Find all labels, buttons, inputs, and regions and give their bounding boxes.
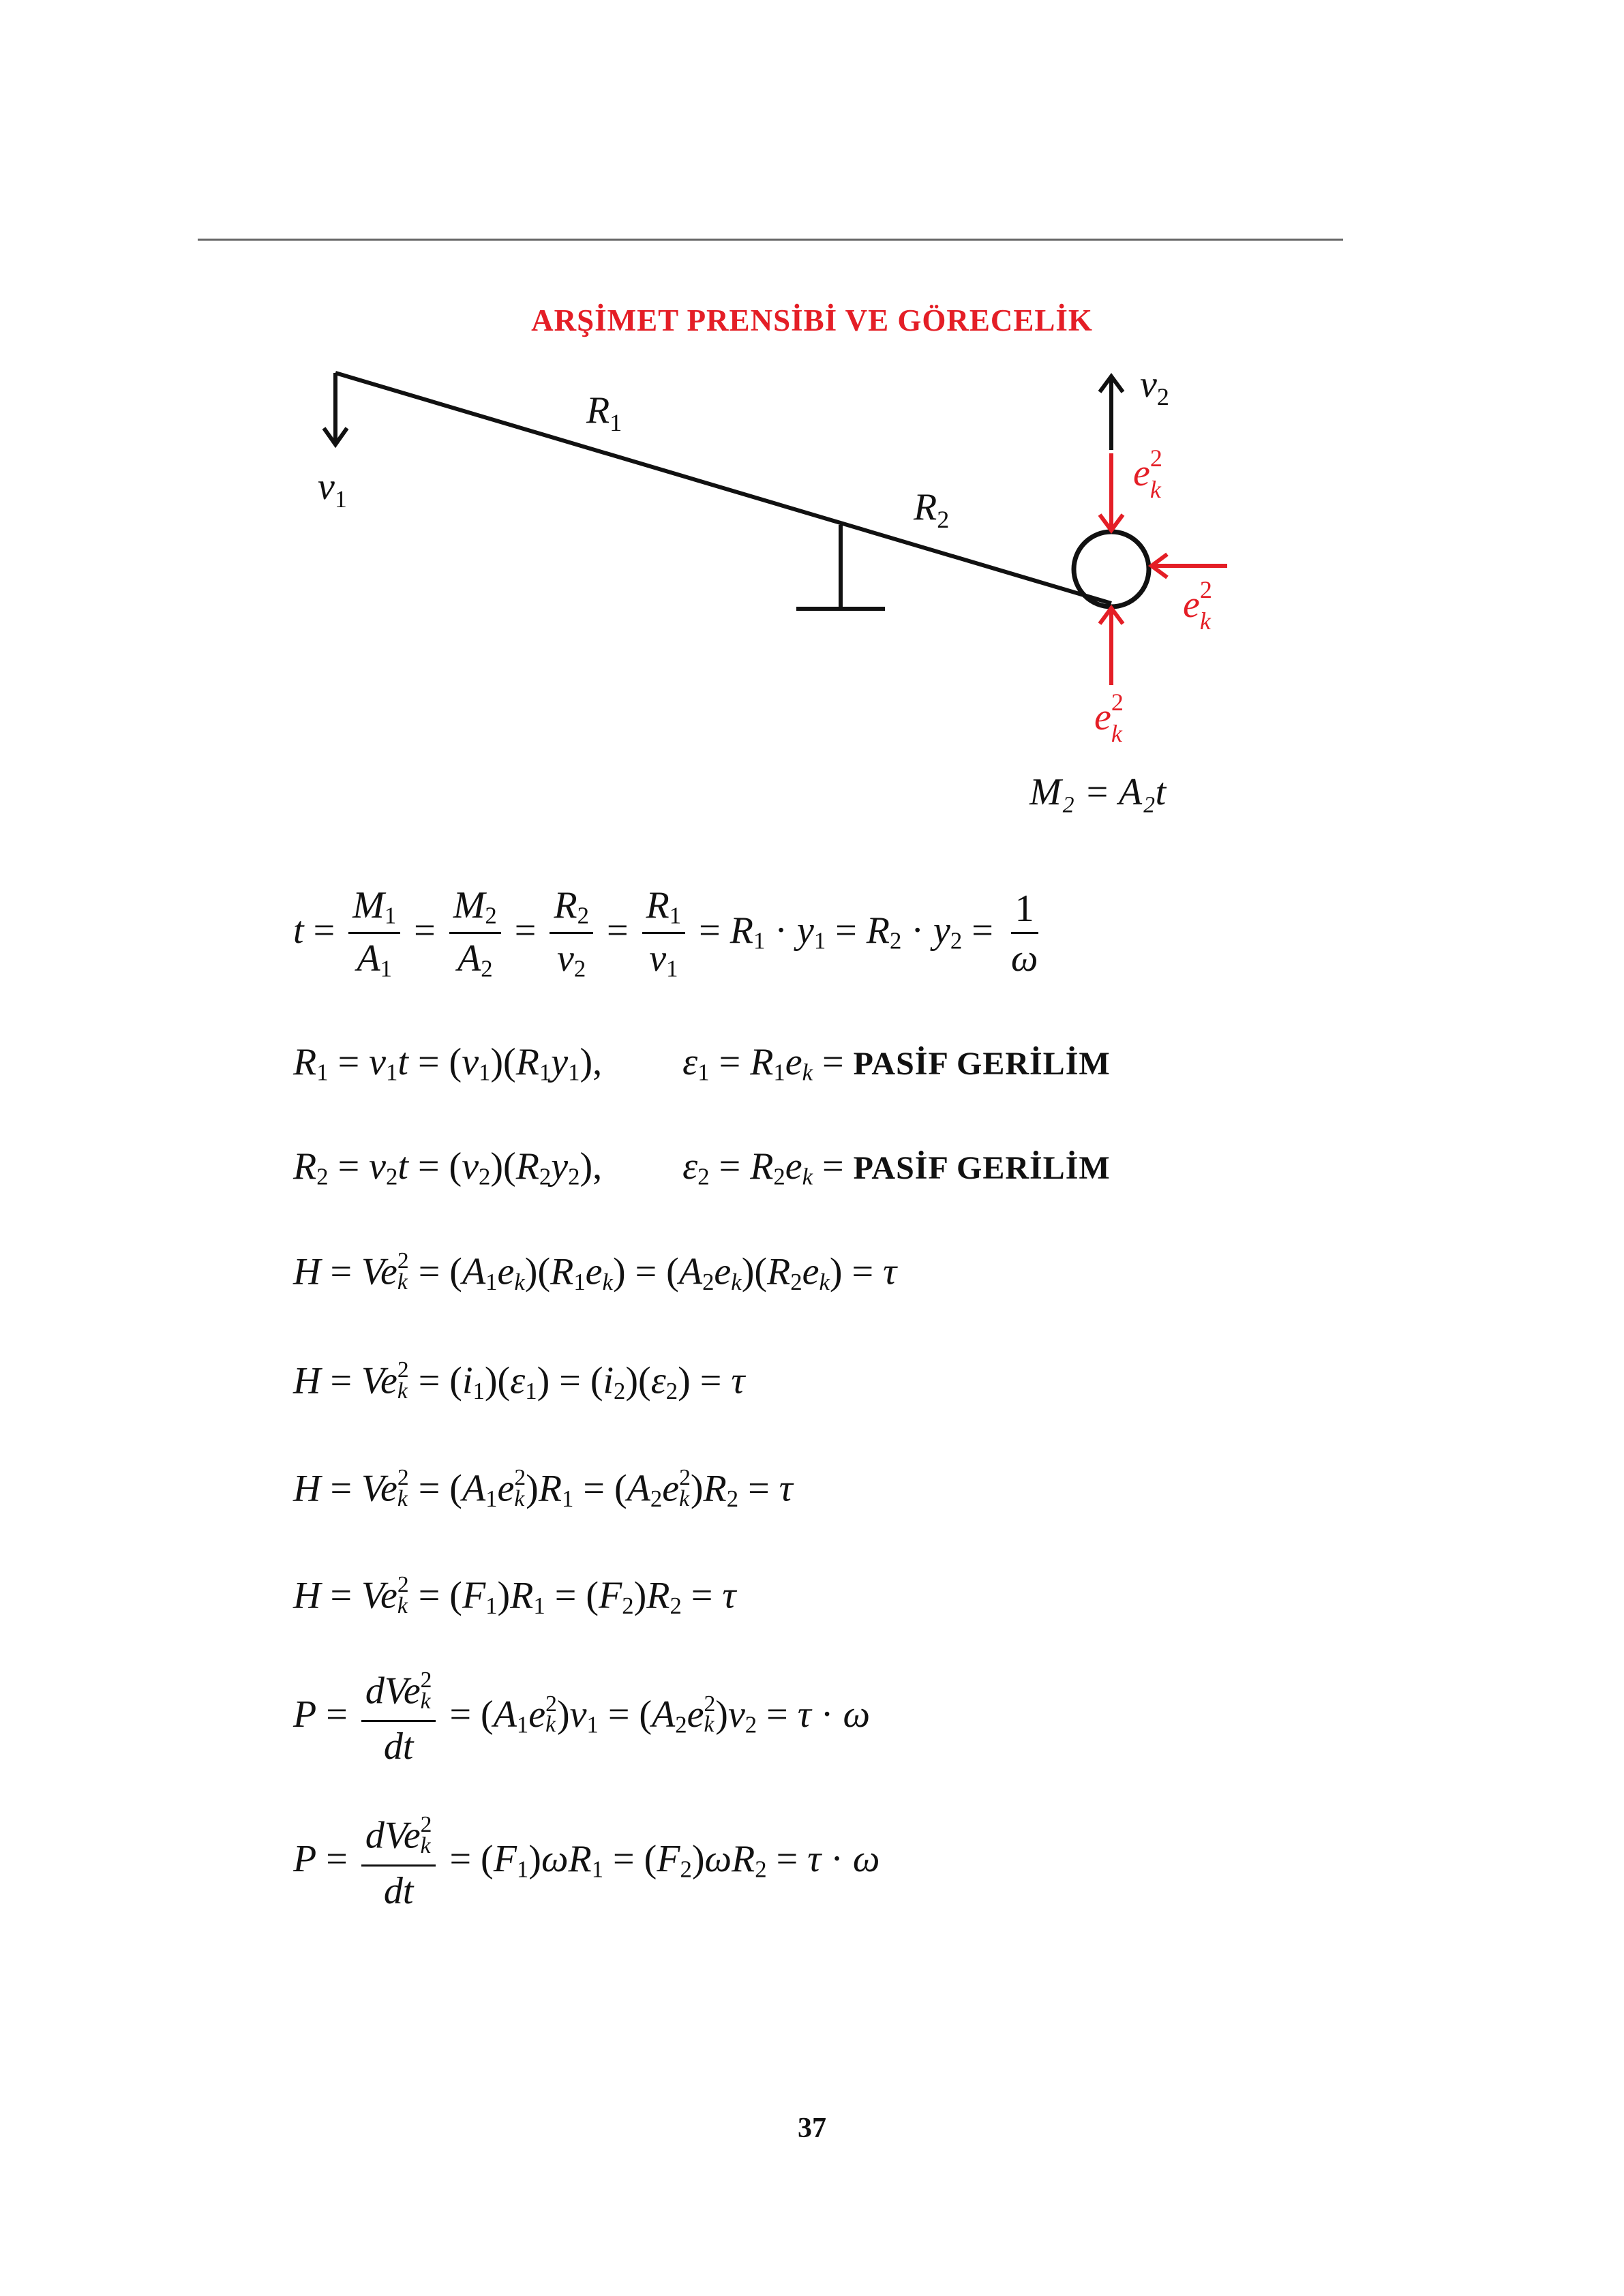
equation-t: t = $\frac{M_1}{A_1}$ = $\frac{M_2}{A_2}$ = $\frac{R_2}{v_2}$ = $\frac{R_1}{v_1}$ = $R_1 \cdot y_1 = R_2 \cdot y_2$ = $\frac{1}{\omega}$ bbox=[293, 884, 1038, 983]
page-title: ARŞİMET PRENSİBİ VE GÖRECELİK bbox=[531, 303, 1093, 337]
equation-H3: H = Ve $^2$ $_k$ = ($A_1e$ $^2$ $_k$ )$R_1 = (A_2e$ $^2$ $_k$ )$R_2 = \tau$ bbox=[293, 1465, 793, 1512]
pasif-label: PASİF GERİLİM bbox=[853, 1046, 1111, 1082]
equation-P2: P = dVe $^2$ $_k$ dt = $(F_1)\omega R_1 = (F_2)\omega R_2 = \tau \cdot \omega$ bbox=[293, 1812, 880, 1913]
equation-H1: H = Ve $^2$ $_k$ = $(A_1e_k)(R_1e_k) = (A_2e_k)(R_2e_k) = \tau$ bbox=[293, 1248, 897, 1295]
equation-H2: H = Ve $^2$ $_k$ = $(i_1)(\varepsilon_1) = (i_2)(\varepsilon_2) = \tau$ bbox=[293, 1357, 745, 1404]
label-ek-right: $e^2$ k bbox=[1183, 576, 1212, 635]
label-M2-eq: M₂ = A₂t bbox=[1029, 771, 1167, 813]
ball-circle bbox=[1074, 532, 1149, 607]
label-v2: $v_2$ bbox=[1140, 363, 1169, 410]
label-R2: $R_2$ bbox=[914, 486, 950, 533]
equation-H4: H = Ve $^2$ $_k$ = $(F_1)R_1 = (F_2)R_2 = \tau$ bbox=[293, 1572, 736, 1619]
page-number: 37 bbox=[798, 2113, 826, 2144]
label-ek-bottom: $e^2$ k bbox=[1094, 689, 1124, 747]
equation-R2: $R_2 = v_2t = (v_2)(R_2y_2)$, $\varepsilon_2 = R_2e_k$ = PASİF GERİLİM bbox=[293, 1145, 1111, 1190]
equation-P1: P = dVe $^2$ $_k$ dt = ($A_1e$ $^2$ $_k$ )$v_1 = (A_2e$ $^2$ $_k$ )$v_2 = \tau \cdot \omega$ bbox=[293, 1667, 870, 1768]
equation-R1: $R_1 = v_1t = (v_1)(R_1y_1)$, $\varepsilon_1 = R_1e_k$ = PASİF GERİLİM bbox=[293, 1041, 1111, 1086]
label-ek-top: $e^2$ k bbox=[1133, 444, 1162, 503]
label-R1: $R_1$ bbox=[586, 389, 622, 436]
lever-beam bbox=[335, 373, 1111, 603]
pasif-label: PASİF GERİLİM bbox=[853, 1150, 1111, 1186]
lever-diagram bbox=[0, 0, 1624, 886]
label-v1: $v_1$ bbox=[318, 466, 347, 513]
